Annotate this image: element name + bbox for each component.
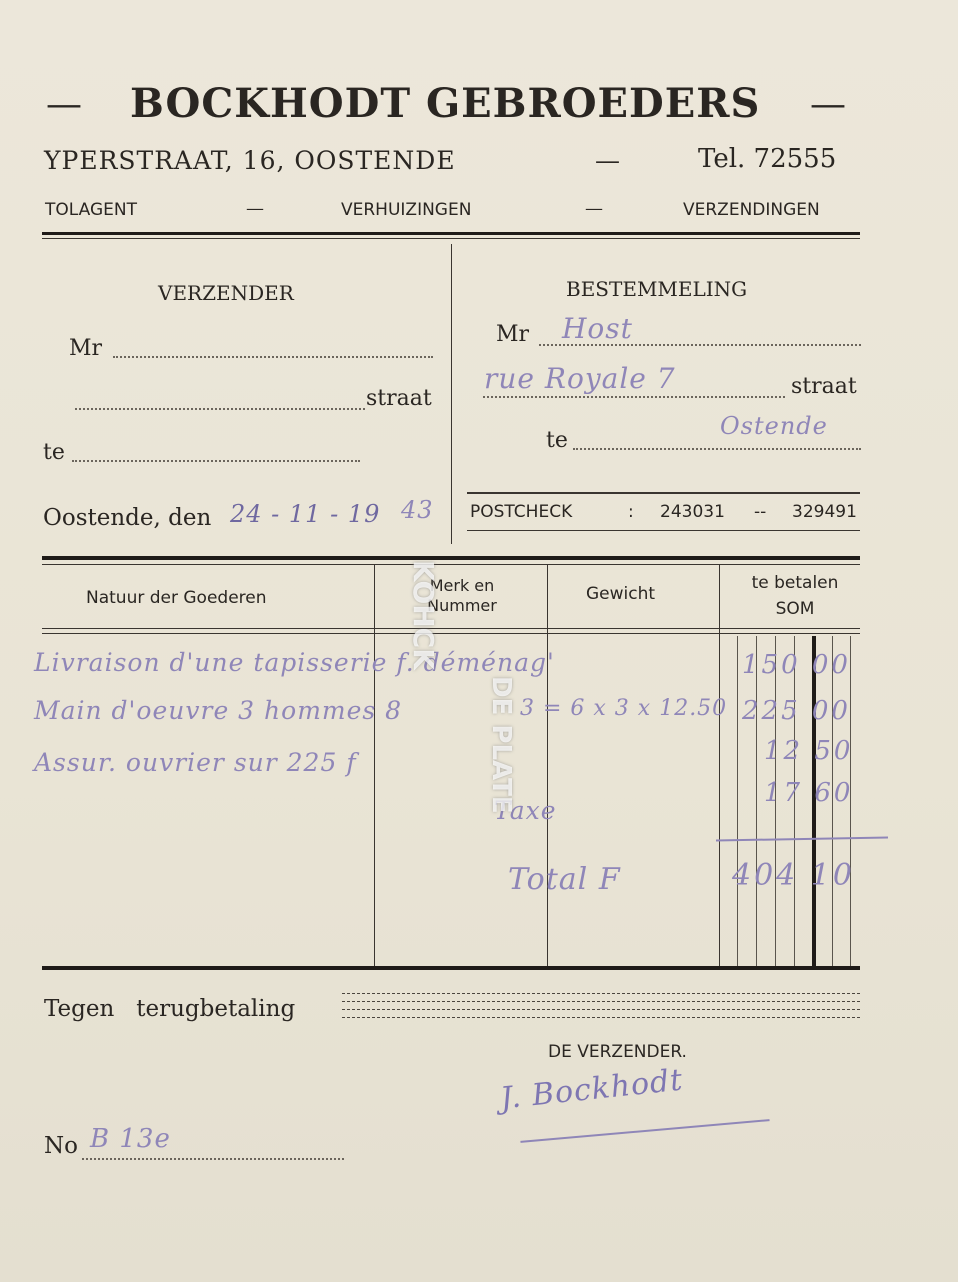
sender-te-line: [72, 460, 360, 462]
tegen-line-4: [342, 1017, 860, 1019]
col-divider-2: [547, 564, 548, 968]
table-bottom-rule: [42, 966, 860, 970]
amount-guide-1: [737, 636, 738, 966]
watermark-line-1: KOHCK: [407, 560, 440, 670]
service-verzendingen: VERZENDINGEN: [683, 200, 820, 220]
table-top-rule-thin: [42, 564, 860, 565]
entry-line-1: Livraison d'une tapisserie f. déménag': [34, 648, 555, 677]
postcheck-number-1: 243031: [660, 502, 725, 522]
date-year-suffix: 43: [401, 496, 434, 524]
sender-mr-label: Mr: [69, 336, 103, 361]
no-label: No: [44, 1133, 78, 1159]
entry-total-label: Total F: [508, 862, 621, 897]
no-line: [82, 1158, 344, 1160]
recipient-street-value: rue Royale 7: [484, 362, 676, 395]
col-divider-1: [374, 564, 375, 968]
sender-heading: VERZENDER: [158, 281, 294, 305]
amount-guide-2: [756, 636, 757, 966]
address-divider: [451, 244, 452, 544]
service-verhuizingen: VERHUIZINGEN: [341, 200, 472, 220]
table-top-rule: [42, 556, 860, 560]
watermark-line-2: DE PLATE: [486, 676, 516, 814]
amount-1: 150 00: [742, 650, 851, 680]
recipient-te-value: Ostende: [720, 412, 828, 440]
sender-street-line: [75, 408, 365, 410]
sender-straat-label: straat: [366, 386, 432, 411]
tegen-line-1: [342, 993, 860, 995]
amount-2: 225 00: [742, 696, 851, 726]
tegen-line-2: [342, 1001, 860, 1003]
service-tolagent: TOLAGENT: [45, 200, 137, 220]
postcheck-number-2: 329491: [792, 502, 857, 522]
service-dash-1: —: [246, 198, 264, 219]
sender-mr-line: [113, 356, 433, 358]
col-divider-3: [719, 564, 720, 968]
entry-line-2: Main d'oeuvre 3 hommes 8: [34, 696, 403, 725]
recipient-mr-label: Mr: [496, 322, 530, 347]
entry-weight-calc: 3 = 6 x 3 x 12.50: [520, 696, 728, 721]
recipient-heading: BESTEMMELING: [566, 277, 748, 301]
th-gewicht: Gewicht: [586, 584, 656, 604]
entry-taxe: Taxe: [494, 796, 557, 825]
sender-te-label: te: [43, 440, 65, 465]
no-value: B 13e: [90, 1124, 171, 1154]
postcheck-sep: :: [628, 502, 634, 522]
recipient-te-label: te: [546, 428, 568, 453]
postcheck-label: POSTCHECK: [470, 502, 573, 522]
tegen-line-3: [342, 1009, 860, 1011]
signature: J. Bockhodt: [498, 1062, 685, 1117]
de-verzender-label: DE VERZENDER.: [548, 1042, 687, 1062]
header-rule: [42, 232, 860, 235]
amount-3: 12 50: [764, 736, 854, 766]
postcheck-bottom-rule: [467, 530, 860, 531]
recipient-street-line: [483, 396, 785, 398]
date-value: 24 - 11 - 19: [230, 500, 381, 528]
company-name: BOCKHODT GEBROEDERS: [130, 80, 761, 127]
recipient-straat-label: straat: [791, 374, 857, 399]
signature-flourish: [520, 1119, 769, 1143]
th-merk-text: Merk en Nummer: [427, 576, 497, 615]
recipient-te-line: [573, 448, 861, 450]
th-natuur: Natuur der Goederen: [86, 588, 267, 608]
table-header-rule-2: [42, 633, 860, 634]
total-rule: [716, 836, 888, 841]
postcheck-top-rule: [467, 492, 860, 494]
address-dash: —: [595, 146, 620, 175]
amount-total: 404 10: [732, 858, 855, 893]
entry-line-3: Assur. ouvrier sur 225 f: [34, 748, 357, 777]
company-dash-left: —: [46, 84, 82, 125]
date-label: Oostende, den: [43, 505, 212, 531]
tegen-label: Tegen terugbetaling: [44, 996, 296, 1022]
company-address: YPERSTRAAT, 16, OOSTENDE: [44, 146, 456, 175]
recipient-mr-line: [539, 344, 861, 346]
postcheck-dashes: --: [754, 502, 767, 522]
company-dash-right: —: [810, 84, 846, 125]
th-som-text: te betalen SOM: [751, 573, 839, 619]
header-rule-thin: [42, 238, 860, 239]
amount-4: 17 60: [764, 778, 854, 808]
company-phone: Tel. 72555: [698, 144, 837, 174]
table-header-rule: [42, 628, 860, 629]
service-dash-2: —: [585, 198, 603, 219]
th-som: [735, 570, 855, 622]
recipient-mr-value: Host: [562, 312, 633, 345]
